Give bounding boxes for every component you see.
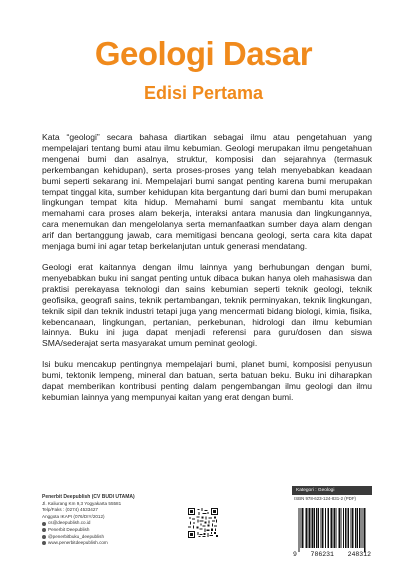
barcode-bar (343, 508, 344, 548)
barcode-bar (336, 508, 337, 548)
publisher-email: cs@deepublish.co.id (48, 520, 91, 526)
barcode-bar (364, 508, 365, 552)
barcode-bar (324, 508, 325, 548)
barcode-bar (365, 508, 366, 552)
barcode-bar (355, 508, 356, 548)
barcode-bar (322, 508, 323, 548)
facebook-line (42, 527, 182, 534)
barcode-bar (317, 508, 318, 548)
barcode-bar (345, 508, 346, 548)
publisher-address: Jl. Kaliurang Km 9,3 Yogyakarta 55581 (42, 500, 122, 506)
barcode-bar (299, 508, 300, 552)
barcode-bar (305, 508, 306, 548)
barcode-bar (339, 508, 340, 548)
barcode-digit-group: 9 (293, 551, 297, 558)
isbn-label: ISBN 978-623-124-831-2 (PDF) (294, 496, 356, 501)
barcode-bar (312, 508, 313, 548)
barcode-bar (350, 508, 351, 548)
qr-code-icon (188, 508, 218, 538)
barcode-bar (341, 508, 342, 548)
barcode-bar (300, 508, 301, 548)
cover-footer (0, 486, 407, 577)
barcode-digit-group: 248312 (347, 551, 371, 558)
isbn-box (292, 486, 372, 562)
instagram-line (42, 534, 182, 541)
barcode-bar (348, 508, 349, 548)
book-title: Geologi Dasar (94, 35, 313, 72)
publisher-info (42, 494, 182, 547)
book-subtitle: Edisi Pertama (143, 83, 264, 103)
barcode-bar (319, 508, 320, 548)
facebook-icon (42, 528, 46, 532)
globe-icon (42, 541, 46, 545)
barcode-bar (322, 508, 323, 548)
barcode (292, 508, 372, 560)
barcode-bar (357, 508, 358, 548)
blurb-paragraph: Geologi erat kaitannya dengan ilmu lainnya yang berhubungan dengan bumi, menyebabkan buku ini sangat penting untuk dibaca bukan hanya oleh mahasiswa dan praktisi perekayasa teknologi dan sains kebumian seperti teknik geologi, teknik geofisika, geografi sains, teknik pertambangan, teknik perminyakan, teknik lingkungan, teknik sipil dan teknik industri tetapi juga yang mencermati bidang biologi, kimia, fisika, kebencanaan, lingkungan, pertanian, perkebunan, hidrologi dan ilmu kebumian lainnya. Buku ini juga dapat menjadi referensi para guru/dosen dan siswa SMA/sederajat serta masyarakat umum peminat geologi. (42, 261, 372, 349)
barcode-bar (332, 508, 333, 548)
barcode-bar (355, 508, 356, 548)
barcode-digit-group: 786231 (310, 551, 334, 558)
barcode-bar (334, 508, 335, 548)
barcode-bar (327, 508, 328, 548)
publisher-website: www.penerbitdeepublish.com (48, 540, 108, 546)
barcode-bar (331, 508, 332, 548)
category-label: Kategori : Geologi (292, 486, 372, 495)
blurb-paragraph: Isi buku mencakup pentingnya mempelajari bumi, planet bumi, komposisi penyusun bumi, tektonik lempeng, mineral dan batuan, serta batuan beku. Buku ini diharapkan dapat memberikan kontribusi penting dalam pengembangan ilmu geologi dan ilmu kebumian lainnya yang mempunyai kaitan yang erat dengan bumi. (42, 359, 372, 402)
barcode-bar (310, 508, 311, 548)
barcode-bar (304, 508, 305, 548)
publisher-instagram: @penerbitbuku_deepublish (48, 533, 105, 539)
publisher-facebook: Penerbit Deepublish (48, 526, 90, 532)
barcode-bar (352, 508, 353, 548)
publisher-phone: Telp/Faks : (0274) 4533427 (42, 507, 98, 513)
barcode-bar (344, 508, 345, 548)
barcode-bar (325, 508, 326, 548)
barcode-bar (335, 508, 336, 548)
barcode-digits (292, 551, 372, 559)
barcode-bar (308, 508, 309, 548)
barcode-bar (302, 508, 303, 548)
barcode-bar (313, 508, 314, 548)
barcode-bar (340, 508, 341, 548)
barcode-bar (329, 508, 330, 548)
barcode-bar (330, 508, 331, 548)
barcode-bar (361, 508, 362, 548)
barcode-bar (349, 508, 350, 548)
barcode-bar (328, 508, 329, 548)
barcode-bar (306, 508, 307, 548)
website-line (42, 540, 182, 547)
blurb-paragraph: Kata “geologi” secara bahasa diartikan sebagai ilmu atau pengetahuan yang mempelajari tentang bumi atau ilmu kebumian. Geologi merupakan ilmu pengetahuan mengenai bumi dan asalnya, struktur, komposisi dan sejarahnya (termasuk perkembangan kehidupan), serta proses-proses yang telah menyebabkan keadaan bumi seperti sekarang ini. Mempelajari bumi sangat penting karena bumi merupakan tempat tinggal kita, sumber kehidupan kita bergantung dari bumi dan bumi merupakan lingkungan tempat kita hidup. Memahami bumi sangat membantu kita untuk memahami cara proses alam bekerja, interaksi antara manusia dan lingkungannya, cara menemukan dan mengelolanya serta memanfaatkan sumber daya alam dengan arif dan bertanggung jawab, cara memitigasi bencana geologi, serta cara kita dapat menjaga bumi ini agar tetap berkelanjutan untuk generasi mendatang. (42, 132, 372, 252)
barcode-bar (309, 508, 310, 548)
barcode-bar (338, 508, 339, 548)
barcode-bar (364, 508, 365, 548)
barcode-bar (312, 508, 313, 548)
barcode-bar (354, 508, 355, 548)
barcode-bar (360, 508, 361, 548)
barcode-bar (325, 508, 326, 548)
email-line (42, 520, 182, 527)
barcode-bar (347, 508, 348, 548)
barcode-bar (362, 508, 363, 548)
barcode-bar (307, 508, 308, 548)
barcode-bar (359, 508, 360, 548)
email-icon (42, 522, 46, 526)
barcode-bar (345, 508, 346, 548)
barcode-bar (357, 508, 358, 548)
publisher-name: Penerbit Deepublish (CV BUDI UTAMA) (42, 494, 135, 500)
barcode-bar (314, 508, 315, 548)
blurb-text (42, 132, 372, 413)
instagram-icon (42, 535, 46, 539)
barcode-bar (334, 508, 335, 548)
barcode-icon (292, 508, 372, 552)
barcode-bar (302, 508, 303, 548)
barcode-bar (316, 508, 317, 548)
barcode-bar (352, 508, 353, 548)
barcode-bar (298, 508, 299, 552)
barcode-bar (320, 508, 321, 548)
barcode-bar (318, 508, 319, 548)
publisher-member: Anggota IKAPI (076/DIY/2012) (42, 513, 105, 519)
